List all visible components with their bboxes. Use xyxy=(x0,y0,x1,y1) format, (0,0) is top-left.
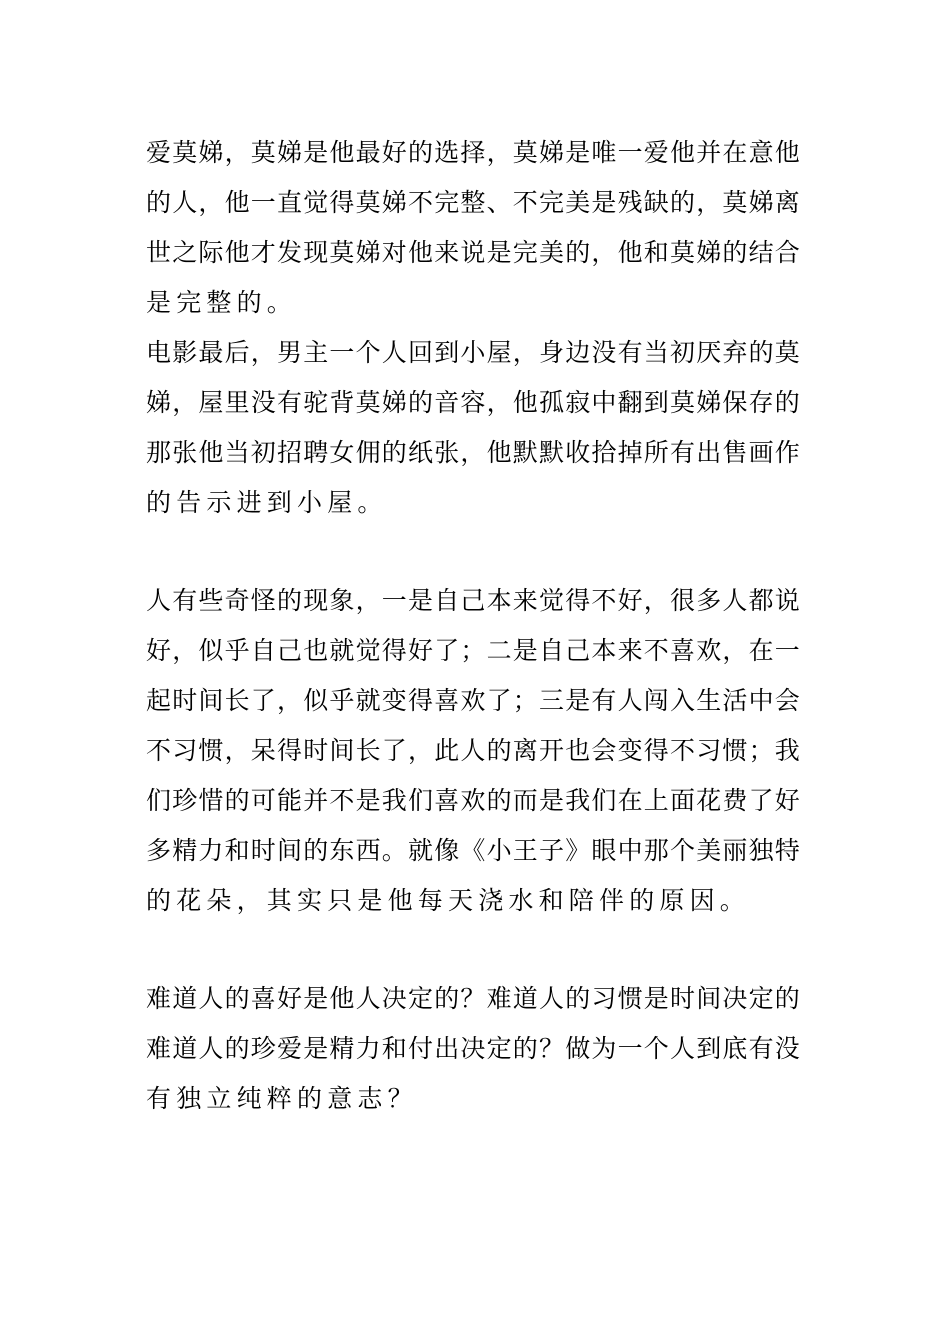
paragraph-3 xyxy=(146,576,810,926)
paragraph-line: 的人，他一直觉得莫娣不完整、不完美是残缺的，莫娣离 xyxy=(146,188,802,217)
paragraph-1 xyxy=(146,128,810,328)
paragraph-line: 的花朵，其实只是他每天浇水和陪伴的原因。 xyxy=(146,886,751,915)
paragraph-line: 多精力和时间的东西。就像《小王子》眼中那个美丽独特 xyxy=(146,836,802,865)
paragraph-line: 难道人的珍爱是精力和付出决定的？做为一个人到底有没 xyxy=(146,1034,802,1063)
paragraph-line: 爱莫娣，莫娣是他最好的选择，莫娣是唯一爱他并在意他 xyxy=(146,138,802,167)
paragraph-line: 人有些奇怪的现象，一是自己本来觉得不好，很多人都说 xyxy=(146,586,802,615)
paragraph-line: 是完整的。 xyxy=(146,288,298,317)
paragraph-line: 有独立纯粹的意志？ xyxy=(146,1084,418,1113)
paragraph-2 xyxy=(146,328,810,528)
paragraph-line: 不习惯，呆得时间长了，此人的离开也会变得不习惯；我 xyxy=(146,736,802,765)
paragraph-line: 们珍惜的可能并不是我们喜欢的而是我们在上面花费了好 xyxy=(146,786,802,815)
paragraph-4 xyxy=(146,974,810,1124)
paragraph-line: 那张他当初招聘女佣的纸张，他默默收拾掉所有出售画作 xyxy=(146,438,802,467)
paragraph-line: 世之际他才发现莫娣对他来说是完美的，他和莫娣的结合 xyxy=(146,238,802,267)
paragraph-line: 娣，屋里没有驼背莫娣的音容，他孤寂中翻到莫娣保存的 xyxy=(146,388,802,417)
paragraph-line: 的告示进到小屋。 xyxy=(146,488,388,517)
paragraph-line: 难道人的喜好是他人决定的？难道人的习惯是时间决定的 xyxy=(146,984,802,1013)
paragraph-line: 好，似乎自己也就觉得好了；二是自己本来不喜欢，在一 xyxy=(146,636,802,665)
paragraph-line: 电影最后，男主一个人回到小屋，身边没有当初厌弃的莫 xyxy=(146,338,802,367)
paragraph-line: 起时间长了，似乎就变得喜欢了；三是有人闯入生活中会 xyxy=(146,686,802,715)
